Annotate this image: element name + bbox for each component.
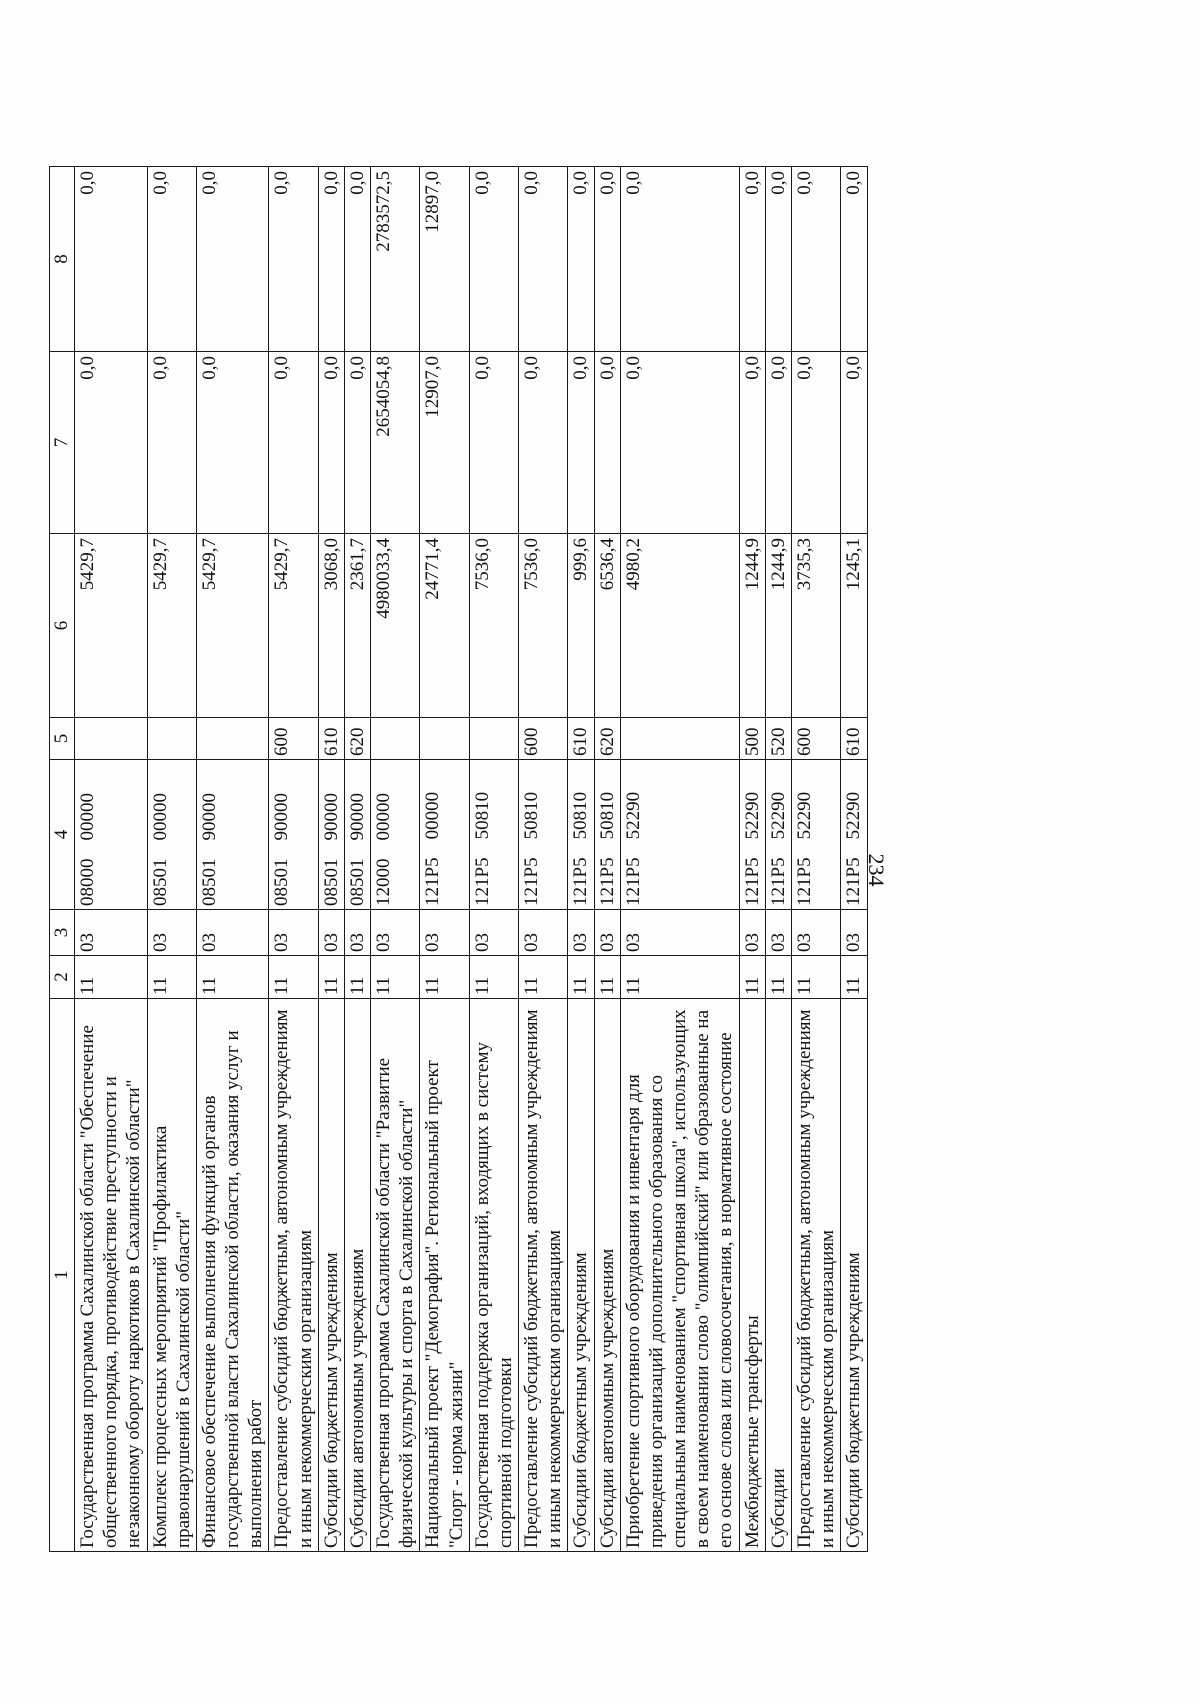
section-code: 11 <box>196 956 269 999</box>
col-header-5: 5 <box>50 718 75 760</box>
section-code: 11 <box>469 956 518 999</box>
expense-type-code: 620 <box>344 718 370 760</box>
target-article-program: 121P5 <box>622 857 644 906</box>
amount-col-7: 2654054,8 <box>371 352 420 534</box>
amount-col-7: 0,0 <box>594 352 620 534</box>
target-article-code <box>344 760 370 910</box>
table-header-row <box>50 167 75 1552</box>
row-name: Государственная программа Сахалинской области "Развитие физической культуры и спорта в Сахалинской области" <box>371 999 420 1552</box>
subsection-code: 03 <box>568 910 594 956</box>
amount-col-8: 0,0 <box>196 167 269 352</box>
target-article-code <box>469 760 518 910</box>
amount-col-8: 0,0 <box>269 167 318 352</box>
target-article-program: 121P5 <box>843 857 865 906</box>
target-article-direction: 00000 <box>422 791 444 840</box>
amount-col-8: 0,0 <box>344 167 370 352</box>
amount-col-6: 7536,0 <box>519 534 568 718</box>
target-article-program: 08501 <box>320 858 342 906</box>
target-article-code <box>147 760 196 910</box>
budget-table <box>49 166 868 1552</box>
section-code: 11 <box>147 956 196 999</box>
amount-col-8: 2783572,5 <box>371 167 420 352</box>
row-name: Национальный проект "Демография". Региональный проект "Спорт - норма жизни" <box>420 999 469 1552</box>
subsection-code: 03 <box>469 910 518 956</box>
target-article-direction: 00000 <box>149 793 171 841</box>
target-article-direction: 50810 <box>521 791 543 840</box>
amount-col-8: 0,0 <box>75 167 148 352</box>
col-header-6: 6 <box>50 534 75 718</box>
expense-type-code: 600 <box>269 718 318 760</box>
expense-type-code <box>371 718 420 760</box>
amount-col-6: 1245,1 <box>841 534 867 718</box>
table-row <box>196 167 269 1552</box>
section-code: 11 <box>75 956 148 999</box>
subsection-code: 03 <box>739 910 765 956</box>
target-article-code <box>568 760 594 910</box>
target-article-program: 121P5 <box>767 857 789 906</box>
amount-col-8: 0,0 <box>620 167 739 352</box>
subsection-code: 03 <box>519 910 568 956</box>
expense-type-code: 600 <box>519 718 568 760</box>
row-name: Государственная программа Сахалинской области "Обеспечение общественного порядка, противодействие преступности и незаконному обороту наркотиков в Сахалинской области" <box>75 999 148 1552</box>
amount-col-6: 5429,7 <box>147 534 196 718</box>
table-row <box>318 167 344 1552</box>
section-code: 11 <box>519 956 568 999</box>
page-number: 234 <box>864 853 889 887</box>
target-article-direction: 50810 <box>570 791 592 840</box>
table-row <box>344 167 370 1552</box>
target-article-direction: 90000 <box>271 793 293 841</box>
table-row <box>841 167 867 1552</box>
amount-col-7: 12907,0 <box>420 352 469 534</box>
row-name: Предоставление субсидий бюджетным, автономным учреждениям и иным некоммерческим организациям <box>791 999 840 1552</box>
expense-type-code <box>469 718 518 760</box>
expense-type-code: 610 <box>568 718 594 760</box>
subsection-code: 03 <box>841 910 867 956</box>
amount-col-7: 0,0 <box>620 352 739 534</box>
amount-col-7: 0,0 <box>765 352 791 534</box>
row-name: Приобретение спортивного оборудования и инвентаря для приведения организаций дополнительного образования со специальным наименованием "спортивная школа", использующих в своем наименовании слово "олимпийский" или образованные на его основе слова или словосочетания, в нормативное состояние <box>620 999 739 1552</box>
table-row <box>620 167 739 1552</box>
target-article-code <box>75 760 148 910</box>
section-code: 11 <box>344 956 370 999</box>
table-row <box>147 167 196 1552</box>
table-row <box>791 167 840 1552</box>
target-article-code <box>196 760 269 910</box>
target-article-program: 121P5 <box>471 857 493 906</box>
section-code: 11 <box>841 956 867 999</box>
subsection-code: 03 <box>147 910 196 956</box>
amount-col-6: 1244,9 <box>739 534 765 718</box>
amount-col-6: 2361,7 <box>344 534 370 718</box>
table-row <box>594 167 620 1552</box>
target-article-code <box>371 760 420 910</box>
amount-col-8: 0,0 <box>791 167 840 352</box>
row-name: Предоставление субсидий бюджетным, автономным учреждениям и иным некоммерческим организациям <box>269 999 318 1552</box>
col-header-3: 3 <box>50 910 75 956</box>
target-article-program: 121P5 <box>793 857 815 906</box>
section-code: 11 <box>318 956 344 999</box>
target-article-program: 08000 <box>77 858 98 906</box>
target-article-direction: 50810 <box>471 791 493 840</box>
subsection-code: 03 <box>620 910 739 956</box>
subsection-code: 03 <box>269 910 318 956</box>
amount-col-7: 0,0 <box>147 352 196 534</box>
target-article-direction: 52290 <box>741 791 763 840</box>
section-code: 11 <box>765 956 791 999</box>
amount-col-6: 3068,0 <box>318 534 344 718</box>
subsection-code: 03 <box>318 910 344 956</box>
section-code: 11 <box>739 956 765 999</box>
expense-type-code <box>147 718 196 760</box>
row-name: Субсидии <box>765 999 791 1552</box>
section-code: 11 <box>568 956 594 999</box>
section-code: 11 <box>791 956 840 999</box>
target-article-program: 121P5 <box>570 857 592 906</box>
target-article-program: 08501 <box>346 858 368 906</box>
target-article-program: 121P5 <box>741 857 763 906</box>
amount-col-6: 4980,2 <box>620 534 739 718</box>
subsection-code: 03 <box>75 910 148 956</box>
table-row <box>75 167 148 1552</box>
row-name: Субсидии автономным учреждениям <box>344 999 370 1552</box>
expense-type-code: 600 <box>791 718 840 760</box>
table-row <box>765 167 791 1552</box>
row-name: Предоставление субсидий бюджетным, автономным учреждениям и иным некоммерческим организациям <box>519 999 568 1552</box>
target-article-code <box>269 760 318 910</box>
amount-col-7: 0,0 <box>791 352 840 534</box>
row-name: Субсидии бюджетным учреждениям <box>568 999 594 1552</box>
col-header-2: 2 <box>50 956 75 999</box>
target-article-code <box>519 760 568 910</box>
target-article-direction: 52290 <box>793 791 815 840</box>
target-article-program: 08501 <box>271 858 293 906</box>
row-name: Государственная поддержка организаций, входящих в систему спортивной подготовки <box>469 999 518 1552</box>
amount-col-8: 0,0 <box>765 167 791 352</box>
amount-col-7: 0,0 <box>344 352 370 534</box>
col-header-4: 4 <box>50 760 75 910</box>
amount-col-7: 0,0 <box>841 352 867 534</box>
expense-type-code: 620 <box>594 718 620 760</box>
amount-col-8: 0,0 <box>594 167 620 352</box>
table-row <box>269 167 318 1552</box>
amount-col-6: 4980033,4 <box>371 534 420 718</box>
section-code: 11 <box>620 956 739 999</box>
target-article-code <box>765 760 791 910</box>
amount-col-8: 0,0 <box>739 167 765 352</box>
section-code: 11 <box>594 956 620 999</box>
col-header-7: 7 <box>50 352 75 534</box>
amount-col-8: 0,0 <box>568 167 594 352</box>
target-article-code <box>739 760 765 910</box>
section-code: 11 <box>269 956 318 999</box>
rotated-page <box>49 167 1029 1552</box>
amount-col-6: 5429,7 <box>196 534 269 718</box>
amount-col-7: 0,0 <box>75 352 148 534</box>
table-body <box>75 167 868 1552</box>
amount-col-6: 7536,0 <box>469 534 518 718</box>
expense-type-code: 520 <box>765 718 791 760</box>
target-article-code <box>594 760 620 910</box>
target-article-program: 121P5 <box>596 857 618 906</box>
amount-col-8: 0,0 <box>469 167 518 352</box>
row-name: Субсидии бюджетным учреждениям <box>841 999 867 1552</box>
subsection-code: 03 <box>765 910 791 956</box>
expense-type-code <box>196 718 269 760</box>
target-article-direction: 50810 <box>596 791 618 840</box>
amount-col-7: 0,0 <box>519 352 568 534</box>
row-name: Субсидии автономным учреждениям <box>594 999 620 1552</box>
row-name: Межбюджетные трансферты <box>739 999 765 1552</box>
table-row <box>371 167 420 1552</box>
section-code: 11 <box>420 956 469 999</box>
target-article-program: 12000 <box>373 858 395 906</box>
amount-col-6: 6536,4 <box>594 534 620 718</box>
amount-col-7: 0,0 <box>568 352 594 534</box>
target-article-code <box>841 760 867 910</box>
target-article-program: 121P5 <box>422 857 444 906</box>
row-name: Финансовое обеспечение выполнения функций органов государственной власти Сахалинской области, оказания услуг и выполнения работ <box>196 999 269 1552</box>
col-header-1: 1 <box>50 999 75 1552</box>
table-row <box>568 167 594 1552</box>
expense-type-code: 610 <box>318 718 344 760</box>
row-name: Комплекс процессных мероприятий "Профилактика правонарушений в Сахалинской области" <box>147 999 196 1552</box>
target-article-code <box>420 760 469 910</box>
target-article-direction: 00000 <box>77 793 98 841</box>
subsection-code: 03 <box>344 910 370 956</box>
amount-col-8: 0,0 <box>519 167 568 352</box>
target-article-code <box>791 760 840 910</box>
target-article-code <box>620 760 739 910</box>
table-row <box>739 167 765 1552</box>
subsection-code: 03 <box>371 910 420 956</box>
amount-col-6: 5429,7 <box>75 534 148 718</box>
target-article-program: 08501 <box>149 858 171 906</box>
table-row <box>469 167 518 1552</box>
amount-col-7: 0,0 <box>739 352 765 534</box>
table-row <box>420 167 469 1552</box>
target-article-direction: 90000 <box>320 793 342 841</box>
amount-col-8: 0,0 <box>318 167 344 352</box>
row-name: Субсидии бюджетным учреждениям <box>318 999 344 1552</box>
target-article-program: 08501 <box>198 858 220 906</box>
amount-col-8: 0,0 <box>147 167 196 352</box>
target-article-direction: 52290 <box>767 791 789 840</box>
amount-col-8: 0,0 <box>841 167 867 352</box>
amount-col-7: 0,0 <box>318 352 344 534</box>
target-article-program: 121P5 <box>521 857 543 906</box>
target-article-code <box>318 760 344 910</box>
subsection-code: 03 <box>420 910 469 956</box>
table-row <box>519 167 568 1552</box>
amount-col-6: 24771,4 <box>420 534 469 718</box>
subsection-code: 03 <box>196 910 269 956</box>
amount-col-6: 3735,3 <box>791 534 840 718</box>
expense-type-code <box>75 718 148 760</box>
target-article-direction: 52290 <box>622 791 644 840</box>
subsection-code: 03 <box>791 910 840 956</box>
target-article-direction: 52290 <box>843 791 865 840</box>
amount-col-7: 0,0 <box>196 352 269 534</box>
target-article-direction: 00000 <box>373 793 395 841</box>
amount-col-7: 0,0 <box>469 352 518 534</box>
expense-type-code: 610 <box>841 718 867 760</box>
amount-col-7: 0,0 <box>269 352 318 534</box>
section-code: 11 <box>371 956 420 999</box>
target-article-direction: 90000 <box>198 793 220 841</box>
amount-col-6: 999,6 <box>568 534 594 718</box>
subsection-code: 03 <box>594 910 620 956</box>
expense-type-code <box>620 718 739 760</box>
expense-type-code: 500 <box>739 718 765 760</box>
col-header-8: 8 <box>50 167 75 352</box>
expense-type-code <box>420 718 469 760</box>
amount-col-6: 1244,9 <box>765 534 791 718</box>
amount-col-6: 5429,7 <box>269 534 318 718</box>
amount-col-8: 12897,0 <box>420 167 469 352</box>
target-article-direction: 90000 <box>346 793 368 841</box>
